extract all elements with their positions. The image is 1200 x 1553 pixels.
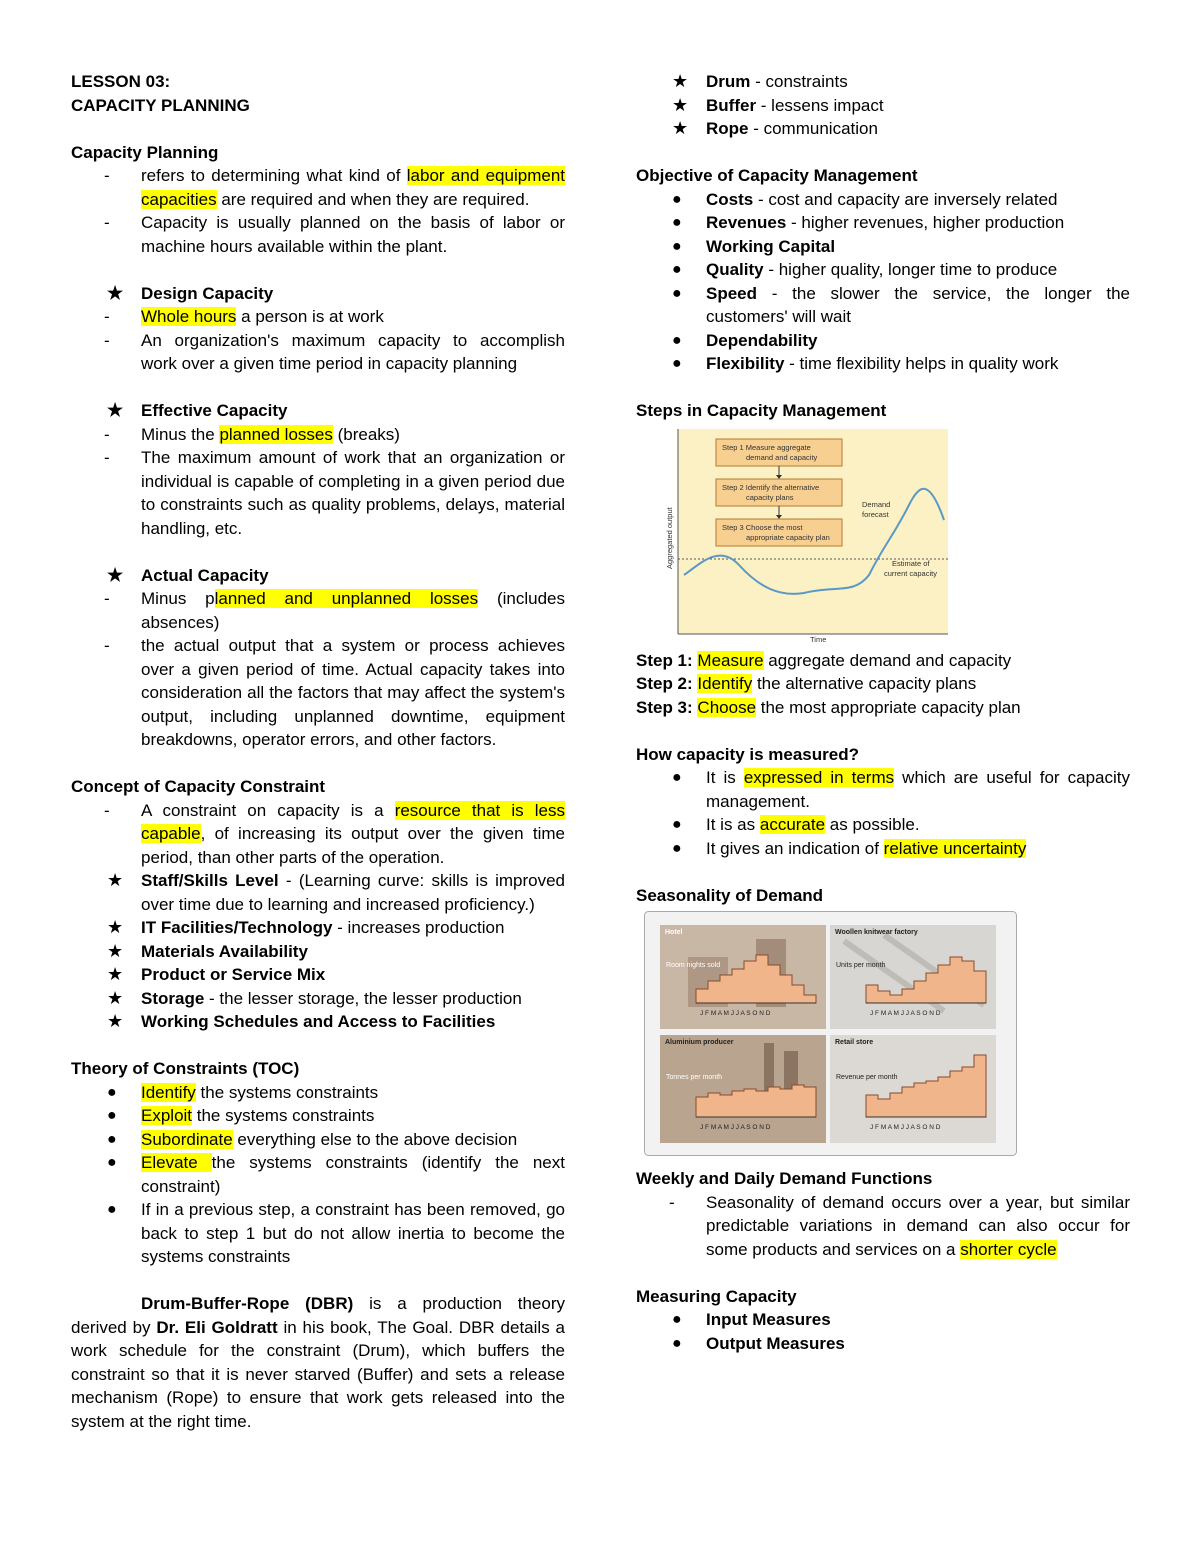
list-item: ★ Drum - constraints <box>636 70 1130 94</box>
list-item: ★ Materials Availability <box>71 940 565 964</box>
list-item: ● Costs - cost and capacity are inversely related <box>636 188 1130 212</box>
list-item: - Seasonality of demand occurs over a year, but similar predictable variations in demand can also occur for some products and services on a shorter cycle <box>669 1192 1130 1259</box>
measuring-heading: Measuring Capacity <box>636 1286 797 1306</box>
list-item: - Minus planned and unplanned losses (includes absences) <box>104 589 566 632</box>
svg-text:J F M A M J J A S O N D: J F M A M J J A S O N D <box>700 1010 771 1017</box>
star-bullet-icon: ★ <box>107 940 124 961</box>
step-box-1 <box>716 439 842 466</box>
list-item: ● Identify the systems constraints <box>71 1081 565 1105</box>
list-item: ● Quality - higher quality, longer time to produce <box>636 258 1130 282</box>
dot-bullet-icon: ● <box>672 769 682 786</box>
list-item: - Whole hours a person is at work <box>71 305 565 329</box>
dot-bullet-icon: ● <box>672 1311 682 1328</box>
star-bullet-icon: ★ <box>107 964 124 984</box>
list-item: ● Speed - the slower the service, the longer the customers' will wait <box>672 283 1130 326</box>
seasonality-figure <box>636 907 1130 1167</box>
star-bullet-icon: ★ <box>107 1011 124 1031</box>
list-item: ★ Product or Service Mix <box>71 963 565 987</box>
aluminium-panel <box>660 1035 826 1143</box>
list-item: - A constraint on capacity is a resource that is less capable, of increasing its output over the given time period, than other parts of the operation. <box>104 800 565 867</box>
dot-bullet-icon: ● <box>107 1083 117 1101</box>
seasonality-heading: Seasonality of Demand <box>636 885 824 905</box>
dot-bullet-icon: ● <box>672 190 682 208</box>
svg-text:current capacity: current capacity <box>884 568 937 578</box>
list-item: ★ Buffer - lessens impact <box>636 94 1130 118</box>
dot-bullet-icon: ● <box>107 1201 117 1218</box>
star-bullet-icon: ★ <box>107 870 124 890</box>
measured-heading: How capacity is measured? <box>636 744 859 764</box>
star-bullet-icon: ★ <box>107 282 124 303</box>
svg-text:Time: Time <box>810 634 827 644</box>
dash-bullet-icon: - <box>104 800 110 820</box>
dash-bullet-icon: - <box>104 330 110 350</box>
hotel-panel <box>660 925 826 1029</box>
list-item: - the actual output that a system or process achieves over a given period of time. Actual capacity takes into consideration all the factors that may affect the system's output, including unplanned downtime, equipment breakdowns, operator errors, and other factors. <box>104 636 565 749</box>
dot-bullet-icon: ● <box>672 1334 682 1352</box>
list-item: ● Exploit the systems constraints <box>71 1104 565 1128</box>
list-item: ● Input Measures <box>636 1308 1130 1332</box>
step-3-line: Step 3: Choose the most appropriate capacity plan <box>636 697 1021 717</box>
star-bullet-icon: ★ <box>672 118 689 138</box>
design-capacity-heading: ★ Design Capacity <box>71 282 565 306</box>
list-item: ● Flexibility - time flexibility helps in quality work <box>636 352 1130 376</box>
star-bullet-icon: ★ <box>107 564 124 585</box>
svg-text:Revenue per month: Revenue per month <box>836 1074 898 1081</box>
list-item: ● It is expressed in terms which are useful for capacity management. <box>672 768 1130 811</box>
step-box-2 <box>716 479 842 506</box>
objective-heading: Objective of Capacity Management <box>636 166 918 185</box>
svg-text:Woollen knitwear factory: Woollen knitwear factory <box>835 929 918 936</box>
step-2-line: Step 2: Identify the alternative capacity plans <box>636 674 977 693</box>
svg-text:Retail store: Retail store <box>835 1039 874 1046</box>
lesson-title: CAPACITY PLANNING <box>71 95 250 115</box>
svg-text:J F M A M J J A S O N D: J F M A M J J A S O N D <box>700 1124 771 1131</box>
svg-text:Units per month: Units per month <box>836 962 886 969</box>
list-item: ★ Storage - the lesser storage, the lesser production <box>71 987 565 1011</box>
weekly-heading: Weekly and Daily Demand Functions <box>636 1169 933 1188</box>
svg-text:Step 2 Identify the alternativ: Step 2 Identify the alternative <box>722 482 820 492</box>
list-item: ★ Staff/Skills Level - (Learning curve: skills is improved over time due to learning and increased proficiency.) <box>107 870 565 914</box>
list-item: ● Working Capital <box>636 235 1130 259</box>
capacity-constraint-heading: Concept of Capacity Constraint <box>71 777 326 796</box>
dash-bullet-icon: - <box>104 424 110 444</box>
svg-text:Step 1 Measure aggregate: Step 1 Measure aggregate <box>722 442 811 452</box>
list-item: ★ Rope - communication <box>636 117 1130 141</box>
dash-bullet-icon: - <box>104 448 110 467</box>
star-bullet-icon: ★ <box>107 917 124 937</box>
list-item: ● If in a previous step, a constraint has been removed, go back to step 1 but do not allow inertia to become the systems constraints <box>107 1200 565 1266</box>
dot-bullet-icon: ● <box>672 355 682 372</box>
list-item: - Capacity is usually planned on the basis of labor or machine hours available within the plant. <box>104 213 565 256</box>
dot-bullet-icon: ● <box>672 261 682 278</box>
svg-text:Aluminium producer: Aluminium producer <box>665 1039 734 1046</box>
dash-bullet-icon: - <box>104 307 110 326</box>
list-item: ★ Working Schedules and Access to Facilities <box>71 1010 565 1034</box>
star-bullet-icon: ★ <box>107 400 124 420</box>
svg-text:demand and capacity: demand and capacity <box>746 452 818 462</box>
toc-heading: Theory of Constraints (TOC) <box>71 1059 300 1078</box>
list-item: - Minus the planned losses (breaks) <box>71 423 565 447</box>
dbr-paragraph: Drum-Buffer-Rope (DBR) is a production theory derived by Dr. Eli Goldratt in his book, The Goal. DBR details a work schedule for the constraint (Drum), which buffers the constraint so that it is never starved (Buffer) and sets a release mechanism (Rope) to ensure that work gets released into the system at the right time. <box>71 1294 565 1431</box>
star-bullet-icon: ★ <box>107 987 124 1008</box>
dash-bullet-icon: - <box>669 1192 675 1212</box>
steps-figure <box>636 425 1130 649</box>
dot-bullet-icon: ● <box>672 284 682 302</box>
list-item: ● Revenues - higher revenues, higher production <box>636 211 1130 235</box>
list-item: ● Dependability <box>636 329 1130 353</box>
dot-bullet-icon: ● <box>672 331 682 349</box>
svg-text:J F M A M J J A S O N D: J F M A M J J A S O N D <box>870 1010 941 1017</box>
step-box-3 <box>716 519 842 546</box>
dot-bullet-icon: ● <box>672 214 682 231</box>
list-item: ● Subordinate everything else to the above decision <box>71 1128 565 1152</box>
step-1-line: Step 1: Measure aggregate demand and capacity <box>636 650 1012 670</box>
right-column <box>636 70 1130 1355</box>
actual-capacity-heading: ★ Actual Capacity <box>71 564 565 588</box>
svg-text:Hotel: Hotel <box>665 929 683 936</box>
star-bullet-icon: ★ <box>672 94 689 115</box>
svg-text:Aggregated output: Aggregated output <box>665 506 674 569</box>
dash-bullet-icon: - <box>104 166 110 185</box>
left-column <box>71 70 565 1433</box>
dash-bullet-icon: - <box>104 636 110 655</box>
steps-heading: Steps in Capacity Management <box>636 401 887 420</box>
svg-text:capacity plans: capacity plans <box>746 492 794 502</box>
list-item: ● It gives an indication of relative uncertainty <box>636 837 1130 861</box>
dot-bullet-icon: ● <box>672 237 682 255</box>
list-item: ★ IT Facilities/Technology - increases production <box>71 916 565 940</box>
dot-bullet-icon: ● <box>107 1107 117 1124</box>
list-item: ● Output Measures <box>636 1332 1130 1356</box>
dot-bullet-icon: ● <box>672 816 682 833</box>
dash-bullet-icon: - <box>104 213 110 232</box>
svg-text:Tonnes per month: Tonnes per month <box>666 1074 723 1081</box>
svg-text:appropriate capacity plan: appropriate capacity plan <box>746 532 830 542</box>
svg-text:Estimate of: Estimate of <box>892 558 930 568</box>
list-item: - refers to determining what kind of labor and equipment capacities are required and when they are required. <box>104 166 565 209</box>
dot-bullet-icon: ● <box>107 1130 117 1148</box>
dot-bullet-icon: ● <box>107 1154 117 1171</box>
svg-text:Room nights sold: Room nights sold <box>666 962 721 969</box>
seasonality-panels <box>644 911 1028 1161</box>
capacity-steps-diagram <box>644 425 984 645</box>
star-bullet-icon: ★ <box>672 71 689 91</box>
svg-text:Demand: Demand <box>862 499 891 509</box>
dash-bullet-icon: - <box>104 589 110 608</box>
retail-panel <box>830 1035 996 1143</box>
svg-text:Step 3 Choose the most: Step 3 Choose the most <box>722 522 803 532</box>
list-item: - An organization's maximum capacity to accomplish work over a given time period in capacity planning <box>104 330 565 373</box>
lesson-number: LESSON 03: <box>71 72 171 91</box>
list-item: ● It is as accurate as possible. <box>636 813 1130 837</box>
knitwear-panel <box>830 925 996 1029</box>
dot-bullet-icon: ● <box>672 839 682 857</box>
capacity-planning-heading: Capacity Planning <box>71 142 219 162</box>
list-item: ● Elevate the systems constraints (identify the next constraint) <box>107 1153 565 1196</box>
effective-capacity-heading: ★ Effective Capacity <box>71 399 565 423</box>
svg-text:J F M A M J J A S O N D: J F M A M J J A S O N D <box>870 1124 941 1131</box>
svg-text:forecast: forecast <box>862 509 889 519</box>
list-item: - The maximum amount of work that an organization or individual is capable of completing in a given period due to constraints such as quality problems, delays, material handling, etc. <box>104 448 565 538</box>
